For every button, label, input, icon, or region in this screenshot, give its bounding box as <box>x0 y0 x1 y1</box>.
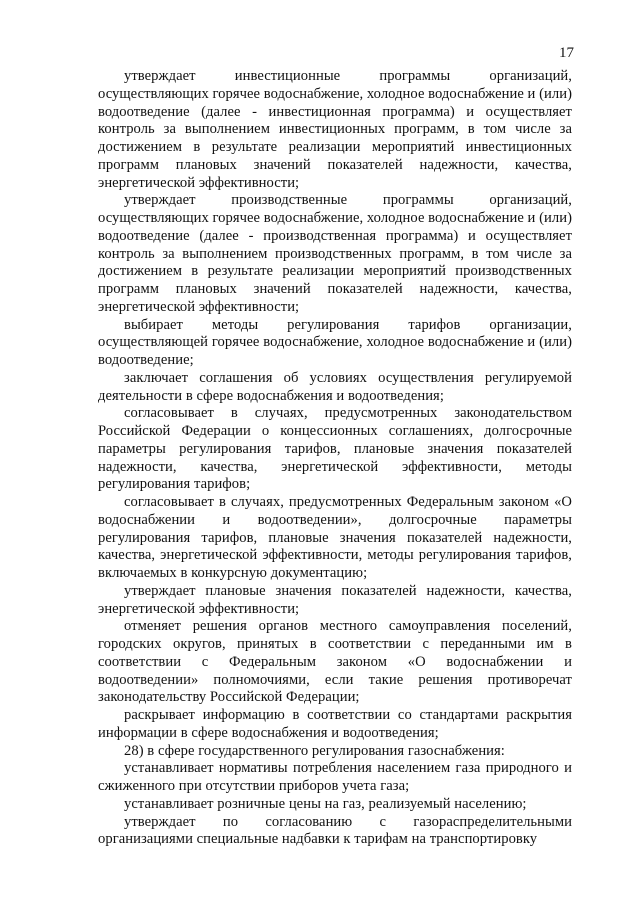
paragraph-regulated-activity-agreements: заключает соглашения об условиях осуществления регулируемой деятельности в сфере водоснабжения и водоотведения; <box>98 369 572 404</box>
paragraph-gas-regulation-heading: 28) в сфере государственного регулирования газоснабжения: <box>124 742 505 759</box>
paragraph-special-surcharges: утверждает по согласованию с газораспределительными организациями специальные надбавки к тарифам на транспортировку <box>98 813 572 848</box>
paragraph-cancel-decisions: отменяет решения органов местного самоуправления поселений, городских округов, принятых в соответствии с переданными им в соответствии с Федеральным законом «О водоснабжении и водоотведении» полномочиями, если такие решения противоречат законодательству Российской Федерации; <box>98 618 572 706</box>
paragraph-investment-programs: утверждает инвестиционные программы организаций, осуществляющих горячее водоснабжение, холодное водоснабжение и (или) водоотведение (далее - инвестиционная программа) и осуществляет контроль за выполнением инвестиционных программ, в том числе за достижением в результате реализации мероприятий инвестиционных программ плановых значений показателей надежности, качества, энергетической эффективности; <box>98 68 572 191</box>
paragraph-planned-indicators: утверждает плановые значения показателей надежности, качества, энергетической эффективности; <box>98 582 572 617</box>
paragraph-information-disclosure: раскрывает информацию в соответствии со стандартами раскрытия информации в сфере водоснабжения и водоотведения; <box>98 707 572 741</box>
paragraph-production-programs: утверждает производственные программы организаций, осуществляющих горячее водоснабжение, холодное водоснабжение и (или) водоотведение (далее - производственная программа) и осуществляет контроль за выполнением производственных программ, в том числе за достижением в результате реализации мероприятий производственных программ плановых значений показателей надежности, качества, энергетической эффективности; <box>98 192 572 315</box>
paragraph-retail-gas-prices: устанавливает розничные цены на газ, реализуемый населению; <box>124 795 527 812</box>
paragraph-concession-parameters: согласовывает в случаях, предусмотренных законодательством Российской Федерации о концессионных соглашениях, долгосрочные параметры регулирования тарифов, плановые значения показателей надежности, качества, энергетической эффективности, методы регулирования тарифов; <box>98 405 572 493</box>
paragraph-gas-consumption-norms: устанавливает нормативы потребления населением газа природного и сжиженного при отсутствии приборов учета газа; <box>98 760 572 794</box>
paragraph-tariff-methods: выбирает методы регулирования тарифов организации, осуществляющей горячее водоснабжение, холодное водоснабжение и (или) водоотведение; <box>98 316 572 368</box>
paragraph-federal-law-parameters: согласовывает в случаях, предусмотренных Федеральным законом «О водоснабжении и водоотведении», долгосрочные параметры регулирования тарифов, плановые значения показателей надежности, качества, энергетической эффективности, методы регулирования тарифов, включаемых в конкурсную документацию; <box>98 494 572 581</box>
page-number: 17 <box>559 45 574 61</box>
body-text <box>98 68 572 849</box>
